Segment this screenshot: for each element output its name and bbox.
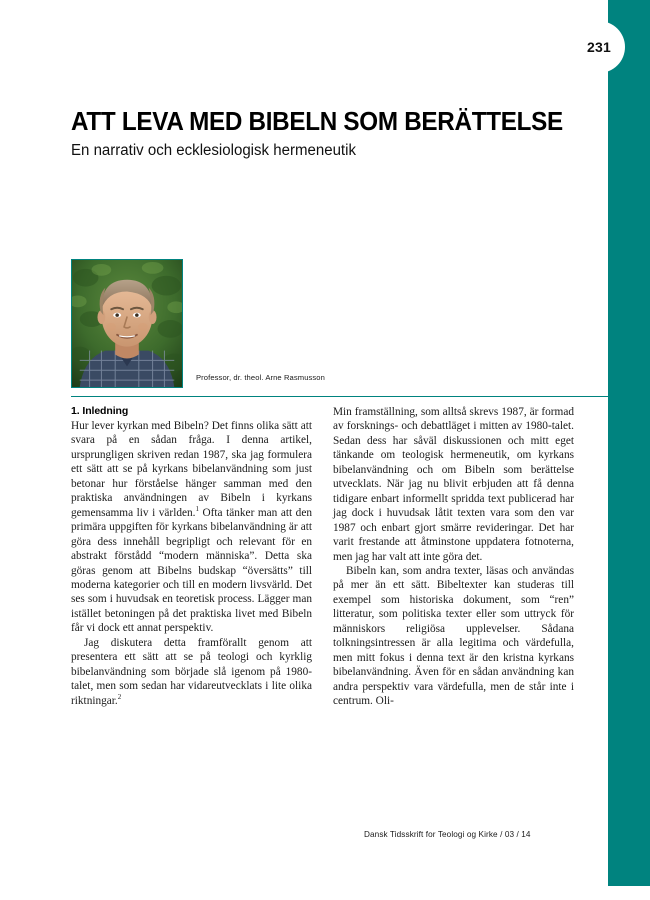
page-title: ATT LEVA MED BIBELN SOM BERÄTTELSE — [71, 108, 563, 136]
article-body — [71, 405, 574, 709]
section-heading-inledning: 1. Inledning — [71, 405, 129, 417]
header-divider — [71, 396, 608, 397]
paragraph-left-2 — [71, 636, 312, 708]
author-portrait-photo — [71, 259, 183, 388]
page-footer: Dansk Tidsskrift for Teologi og Kirke / 03 / 14 — [364, 830, 531, 839]
left-column — [71, 405, 312, 709]
accent-sidebar — [608, 0, 650, 886]
title-block — [71, 108, 571, 161]
paragraph-left-1-text-a: Hur lever kyrkan med Bibeln? Det finns olika sätt att svara på en sådan fråga. I denna artikel, ursprungligen skriven redan 1987, ska jag formulera ett sätt att se på kyrkans bibelanvändning som just betonar hur förståelse hänger samman med den praktiska användningen av Bibeln i kyrkans gemensamma liv i världen. — [71, 420, 312, 519]
footnote-marker-1: 1 — [195, 504, 199, 513]
paragraph-left-1 — [71, 419, 312, 636]
portrait-caption: Professor, dr. theol. Arne Rasmusson — [196, 373, 325, 382]
paragraph-left-1-text-b: Ofta tänker man att den primära uppgiften för kyrkans bibelanvändning är att göra dess innehåll begripligt och relevant för en abstrakt förstådd “modern människa”. Detta ska göras genom att Bibelns budskap “översätts” till moderna kategorier och till en modern livsvärld. Det ses som i huvudsak en teoretisk process. Lägger man istället betoningen på det praktiska livet med Bibeln får vi dock ett annat perspektiv. — [71, 506, 312, 635]
page-subtitle: En narrativ och ecklesiologisk hermeneutik — [71, 142, 356, 160]
footnote-marker-2: 2 — [117, 692, 122, 701]
paragraph-right-2: Bibeln kan, som andra texter, läsas och användas på mer än ett sätt. Bibeltexter kan studeras till exempel som historiska dokument, som “ren” litteratur, som politiska texter eller som uttryck för människors religiösa upplevelser. Sådana tolkningsintressen är alla legitima och värdefulla, men mitt fokus i denna text är den kristna kyrkans bibelanvändning. Även för en sådan användning kan andra perspektiv vara värdefulla, men de står inte i centrum. Oli- — [333, 564, 574, 708]
paragraph-right-1: Min framställning, som alltså skrevs 1987, är formad av forsknings- och debattläget i mitten av 1980-talet. Sedan dess har såväl diskussionen och mitt eget tänkande om teologisk hermeneutik, om kyrkans bibelanvändning och om Bibeln som berättelse utvecklats. När jag nu blivit erbjuden att få denna tidigare enbart informellt spridda text publicerad har jag dock i huvudsak låtit texten vara som den var 1987 och enbart gjort smärre revideringar. Det har varit frestande att åtminstone uppdatera fotnoterna, men jag har valt att inte göra det. — [333, 406, 574, 563]
right-column — [333, 405, 574, 709]
portrait-illustration — [72, 260, 182, 387]
page-number: 231 — [587, 39, 611, 55]
paragraph-left-2-text: Jag diskutera detta framförallt genom att presentera ett sätt att se på teologi och kyrklig bibelanvändning som började slå igenom på 1980-talet, men som sedan har vidareutvecklats i lite olika riktningar. — [71, 636, 312, 707]
